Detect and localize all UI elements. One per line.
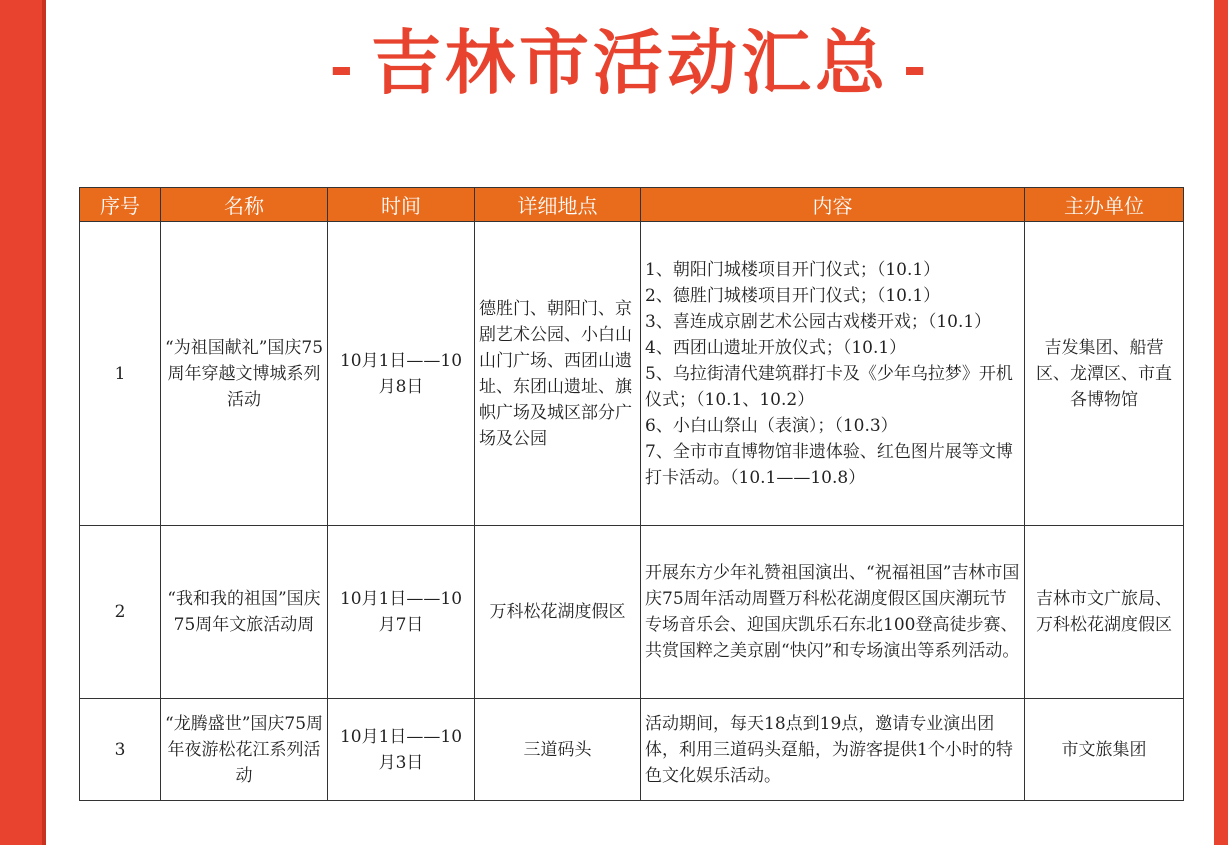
header-index: 序号 — [80, 188, 161, 222]
cell-name: “为祖国献礼”国庆75周年穿越文博城系列活动 — [161, 222, 328, 526]
cell-organizer: 市文旅集团 — [1025, 699, 1184, 801]
cell-index: 3 — [80, 699, 161, 801]
cell-content: 活动期间，每天18点到19点，邀请专业演出团体，利用三道码头趸船，为游客提供1个小时的特色文化娱乐活动。 — [641, 699, 1025, 801]
content-item: 7、全市市直博物馆非遗体验、红色图片展等文博打卡活动。（10.1——10.8） — [645, 441, 1013, 488]
events-table — [79, 187, 1184, 801]
table-row — [80, 222, 1184, 526]
cell-content: 开展东方少年礼赞祖国演出、“祝福祖国”吉林市国庆75周年活动周暨万科松花湖度假区国庆潮玩节专场音乐会、迎国庆凯乐石东北100登高徒步赛、共赏国粹之美京剧“快闪”和专场演出等系列活动。 — [641, 526, 1025, 699]
cell-name: “龙腾盛世”国庆75周年夜游松花江系列活动 — [161, 699, 328, 801]
cell-organizer: 吉林市文广旅局、万科松花湖度假区 — [1025, 526, 1184, 699]
cell-time: 10月1日——10月8日 — [328, 222, 475, 526]
title-dash-left: - — [329, 36, 357, 101]
header-location: 详细地点 — [475, 188, 641, 222]
content-item: 2、德胜门城楼项目开门仪式；（10.1） — [645, 285, 941, 306]
table-row — [80, 526, 1184, 699]
cell-location: 万科松花湖度假区 — [475, 526, 641, 699]
header-name: 名称 — [161, 188, 328, 222]
content-item: 6、小白山祭山（表演）；（10.3） — [645, 415, 898, 436]
page-title — [46, 18, 1214, 108]
content-item: 3、喜连成京剧艺术公园古戏楼开戏；（10.1） — [645, 311, 992, 332]
header-organizer: 主办单位 — [1025, 188, 1184, 222]
cell-content — [641, 222, 1025, 526]
title-dash-right: - — [903, 36, 931, 101]
cell-time: 10月1日——10月3日 — [328, 699, 475, 801]
cell-index: 2 — [80, 526, 161, 699]
cell-name: “我和我的祖国”国庆75周年文旅活动周 — [161, 526, 328, 699]
cell-index: 1 — [80, 222, 161, 526]
table-row — [80, 699, 1184, 801]
right-frame-bar — [1214, 0, 1228, 845]
table-header-row — [80, 188, 1184, 222]
content-item: 4、西团山遗址开放仪式；（10.1） — [645, 337, 907, 358]
cell-organizer: 吉发集团、船营区、龙潭区、市直各博物馆 — [1025, 222, 1184, 526]
header-content: 内容 — [641, 188, 1025, 222]
cell-location: 三道码头 — [475, 699, 641, 801]
header-time: 时间 — [328, 188, 475, 222]
content-item: 5、乌拉街清代建筑群打卡及《少年乌拉梦》开机仪式；（10.1、10.2） — [645, 363, 1013, 410]
cell-time: 10月1日——10月7日 — [328, 526, 475, 699]
title-text: 吉林市活动汇总 — [371, 22, 889, 104]
content-item: 1、朝阳门城楼项目开门仪式；（10.1） — [645, 259, 941, 280]
cell-location: 德胜门、朝阳门、京剧艺术公园、小白山山门广场、西团山遗址、东团山遗址、旗帜广场及城区部分广场及公园 — [475, 222, 641, 526]
left-frame-bar — [0, 0, 46, 845]
